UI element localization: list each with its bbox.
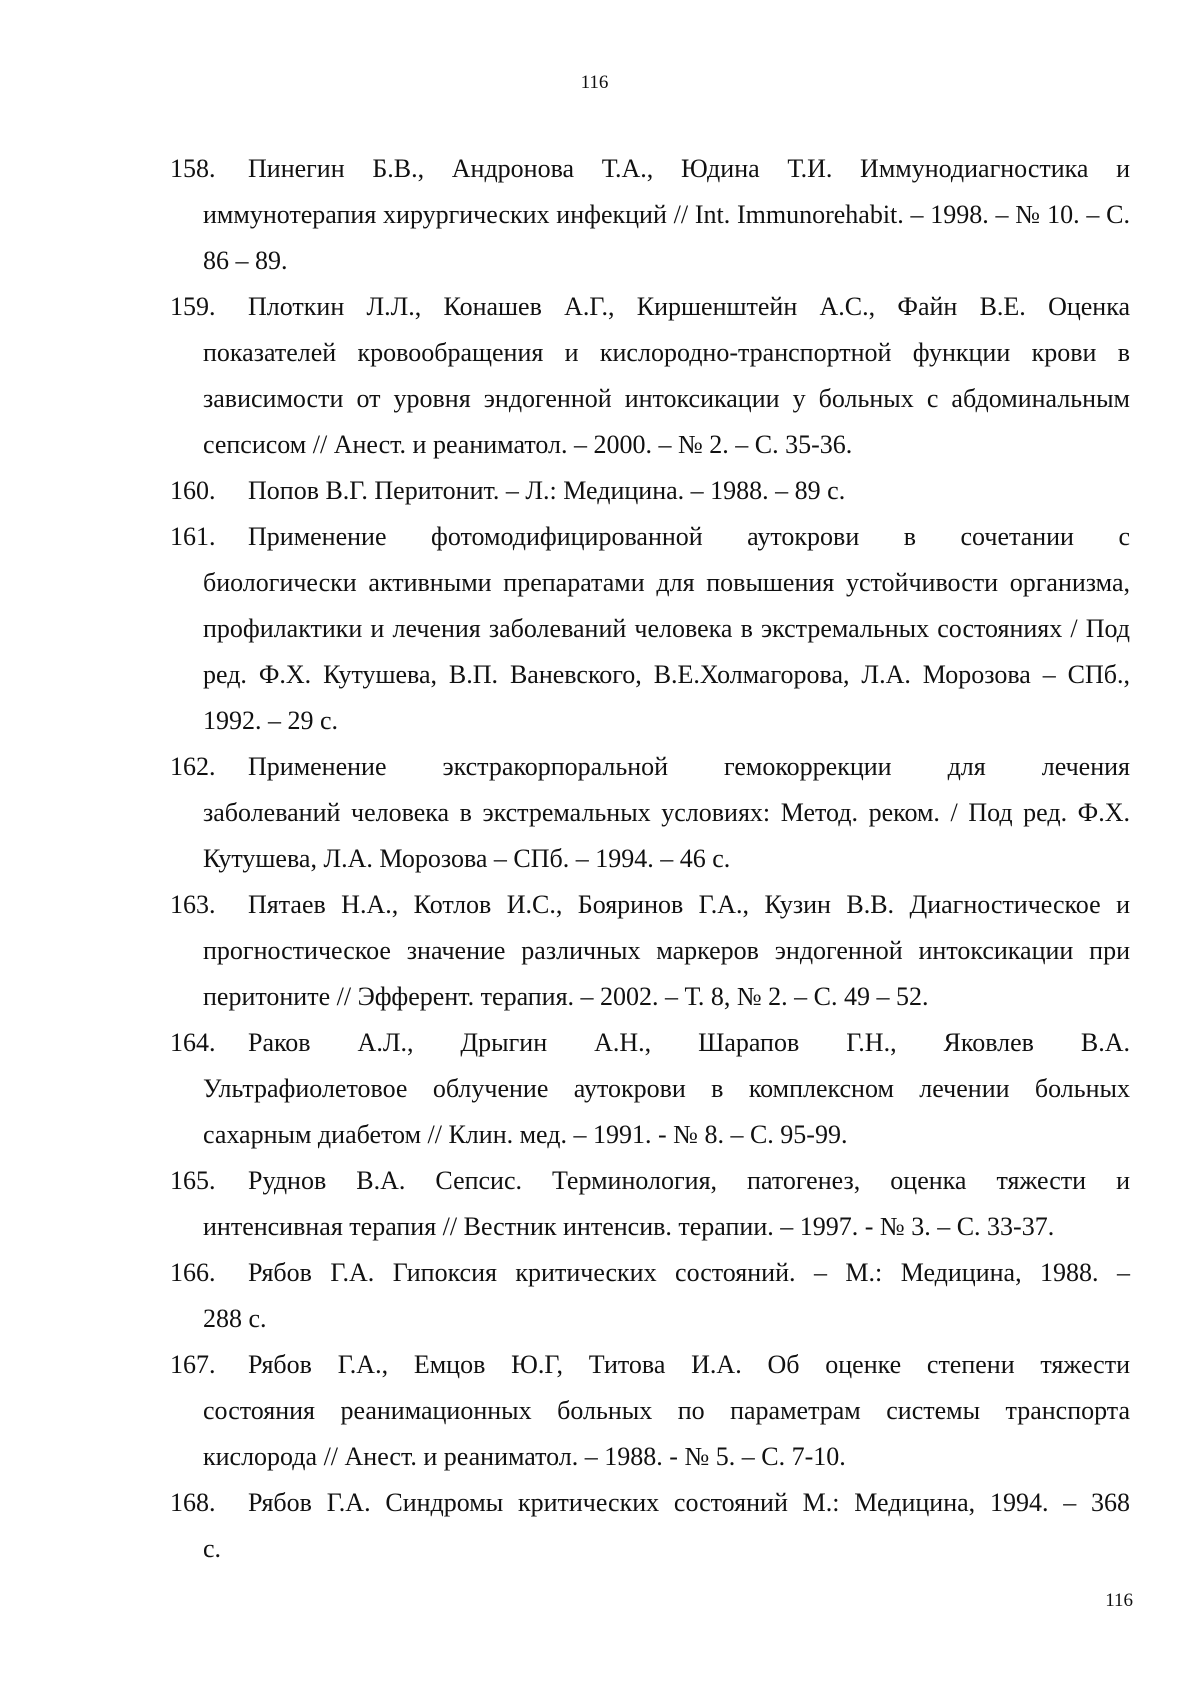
reference-text-rest: прогностическое значение различных маркеров эндогенной интоксикации при перитоните // Эфферент. терапия. – 2002. – Т. 8, № 2. – С. 49 – 52. xyxy=(203,936,1130,1011)
reference-text-first: Раков А.Л., Дрыгин А.Н., Шарапов Г.Н., Яковлев В.А. xyxy=(248,1028,1130,1057)
reference-item xyxy=(170,1480,1130,1572)
reference-first-line xyxy=(170,468,1130,514)
reference-text-rest: состояния реанимационных больных по параметрам системы транспорта кислорода // Анест. и реаниматол. – 1988. - № 5. – С. 7-10. xyxy=(203,1396,1130,1471)
reference-text-rest: показателей кровообращения и кислородно-транспортной функции крови в зависимости от уровня эндогенной интоксикации у больных с абдоминальным сепсисом // Анест. и реаниматол. – 2000. – № 2. – С. 35-36. xyxy=(203,338,1130,459)
reference-text-first: Рябов Г.А., Емцов Ю.Г, Титова И.А. Об оценке степени тяжести xyxy=(248,1350,1130,1379)
reference-first-line xyxy=(170,1020,1130,1066)
reference-number: 165. xyxy=(170,1166,216,1195)
reference-first-line xyxy=(170,882,1130,928)
reference-item xyxy=(170,146,1130,284)
reference-text-rest: иммунотерапия хирургических инфекций // Int. Immunorehabit. – 1998. – № 10. – С. 86 – 89. xyxy=(203,200,1130,275)
reference-text-rest: с. xyxy=(203,1534,222,1563)
reference-text-first: Пятаев Н.А., Котлов И.С., Бояринов Г.А., Кузин В.В. Диагностическое и xyxy=(248,890,1130,919)
reference-number: 163. xyxy=(170,890,216,919)
reference-item xyxy=(170,514,1130,744)
reference-number: 168. xyxy=(170,1488,216,1517)
reference-number: 166. xyxy=(170,1258,216,1287)
reference-first-line xyxy=(170,1480,1130,1526)
reference-text-first: Плоткин Л.Л., Конашев А.Г., Киршенштейн А.С., Файн В.Е. Оценка xyxy=(248,292,1130,321)
reference-item xyxy=(170,284,1130,468)
reference-number: 160. xyxy=(170,476,216,505)
reference-text-rest: интенсивная терапия // Вестник интенсив. терапии. – 1997. - № 3. – С. 33-37. xyxy=(203,1212,1055,1241)
reference-item xyxy=(170,1020,1130,1158)
reference-first-line xyxy=(170,146,1130,192)
reference-first-line xyxy=(170,1158,1130,1204)
reference-number: 164. xyxy=(170,1028,216,1057)
reference-item xyxy=(170,744,1130,882)
reference-item xyxy=(170,1158,1130,1250)
reference-text-first: Рябов Г.А. Синдромы критических состояний М.: Медицина, 1994. – 368 xyxy=(248,1488,1130,1517)
reference-item xyxy=(170,468,1130,514)
reference-list xyxy=(170,146,1130,1572)
reference-number: 158. xyxy=(170,154,216,183)
reference-item xyxy=(170,1342,1130,1480)
reference-text-first: Применение фотомодифицированной аутокрови в сочетании с xyxy=(248,522,1130,551)
reference-item xyxy=(170,1250,1130,1342)
reference-text-rest: биологически активными препаратами для повышения устойчивости организма, профилактики и лечения заболеваний человека в экстремальных состояниях / Под ред. Ф.Х. Кутушева, В.П. Ваневского, В.Е.Холмагорова, Л.А. Морозова – СПб., 1992. – 29 с. xyxy=(203,568,1130,735)
reference-text-first: Руднов В.А. Сепсис. Терминология, патогенез, оценка тяжести и xyxy=(248,1166,1130,1195)
reference-number: 167. xyxy=(170,1350,216,1379)
reference-text-first: Попов В.Г. Перитонит. – Л.: Медицина. – 1988. – 89 с. xyxy=(248,476,846,505)
reference-text-first: Рябов Г.А. Гипоксия критических состояний. – М.: Медицина, 1988. – xyxy=(248,1258,1130,1287)
reference-first-line xyxy=(170,1250,1130,1296)
reference-text-rest: Ультрафиолетовое облучение аутокрови в комплексном лечении больных сахарным диабетом // Клин. мед. – 1991. - № 8. – С. 95-99. xyxy=(203,1074,1130,1149)
reference-text-first: Применение экстракорпоральной гемокоррекции для лечения xyxy=(248,752,1130,781)
page-number-bottom: 116 xyxy=(1105,1590,1133,1611)
reference-text-rest: заболеваний человека в экстремальных условиях: Метод. реком. / Под ред. Ф.Х. Кутушева, Л.А. Морозова – СПб. – 1994. – 46 с. xyxy=(203,798,1130,873)
reference-item xyxy=(170,882,1130,1020)
reference-number: 161. xyxy=(170,522,216,551)
reference-number: 162. xyxy=(170,752,216,781)
reference-first-line xyxy=(170,1342,1130,1388)
page-number-top: 116 xyxy=(580,72,609,93)
reference-text-rest: 288 с. xyxy=(203,1304,267,1333)
reference-number: 159. xyxy=(170,292,216,321)
reference-first-line xyxy=(170,514,1130,560)
reference-first-line xyxy=(170,284,1130,330)
reference-first-line xyxy=(170,744,1130,790)
reference-text-first: Пинегин Б.В., Андронова Т.А., Юдина Т.И. Иммунодиагностика и xyxy=(248,154,1130,183)
